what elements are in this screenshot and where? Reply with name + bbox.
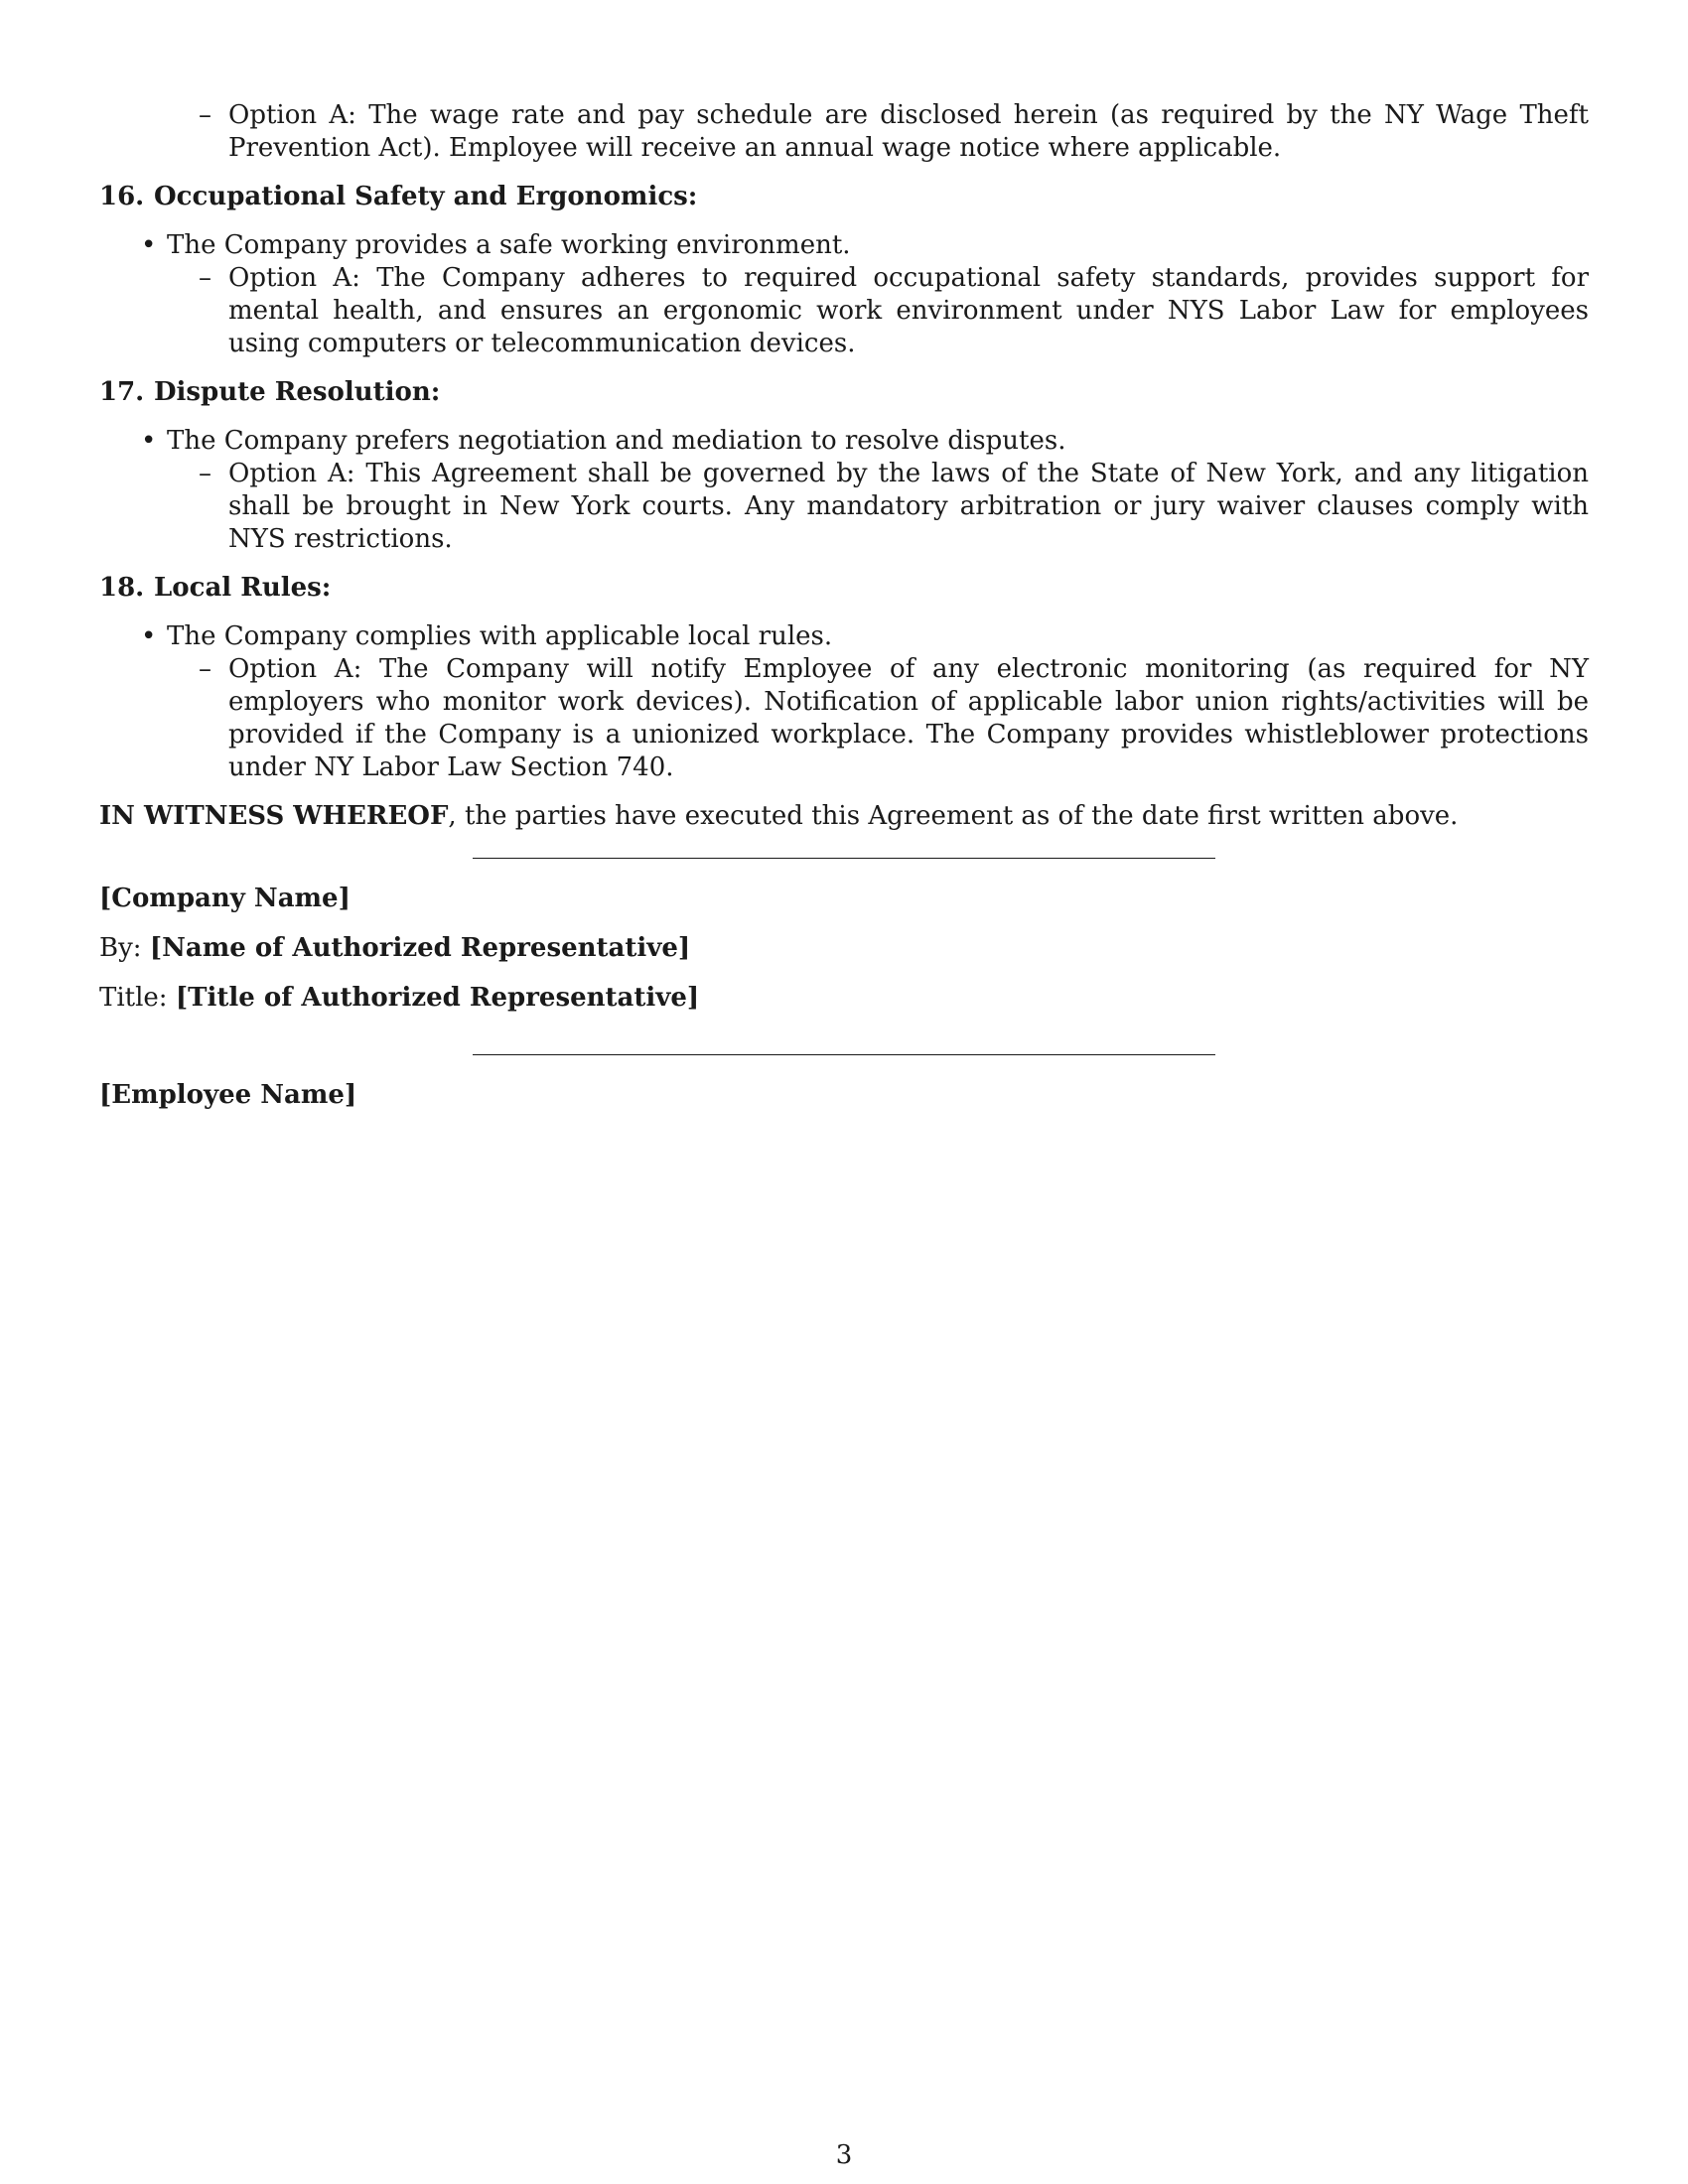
witness-text: , the parties have executed this Agreement as of the date first written above.	[448, 801, 1459, 831]
option-text: Option A: This Agreement shall be governed by the laws of the State of New York, and any litigation shall be brought in New York courts. Any mandatory arbitration or jury waiver clauses comply with NYS restrictions.	[228, 459, 1589, 554]
section-title: Dispute Resolution:	[154, 377, 441, 407]
bullet-item	[141, 620, 1589, 653]
bullet-text: The Company complies with applicable local rules.	[167, 621, 833, 651]
employee-name: [Employee Name]	[99, 1080, 357, 1110]
section-18	[99, 572, 1589, 784]
section-16	[99, 181, 1589, 360]
bullet-icon: •	[141, 621, 157, 651]
bullet-item	[141, 425, 1589, 458]
page-number: 3	[835, 2140, 853, 2170]
by-label: By:	[99, 933, 142, 963]
section-title: Occupational Safety and Ergonomics:	[154, 182, 698, 211]
section-number: 18.	[99, 573, 145, 603]
representative-name-row	[99, 932, 1589, 965]
representative-title-row	[99, 982, 1589, 1015]
continuation-option	[199, 99, 1589, 165]
representative-title: [Title of Authorized Representative]	[175, 983, 700, 1013]
dash-marker: –	[199, 459, 211, 488]
witness-clause	[99, 800, 1589, 833]
company-name: [Company Name]	[99, 884, 351, 913]
section-title: Local Rules:	[154, 573, 332, 603]
option-item	[199, 458, 1589, 556]
dash-marker: –	[199, 263, 211, 293]
section-heading	[99, 572, 1589, 605]
company-signature-line	[473, 858, 1215, 859]
option-item	[199, 262, 1589, 360]
bullet-item	[141, 229, 1589, 262]
employee-signature-line	[473, 1054, 1215, 1055]
section-17	[99, 376, 1589, 556]
title-label: Title:	[99, 983, 168, 1013]
section-number: 17.	[99, 377, 145, 407]
section-number: 16.	[99, 182, 145, 211]
witness-heading: IN WITNESS WHEREOF	[99, 801, 449, 831]
option-item	[199, 653, 1589, 784]
bullet-text: The Company provides a safe working environment.	[167, 230, 851, 260]
dash-marker: –	[199, 654, 211, 684]
document-page	[99, 99, 1589, 1112]
bullet-text: The Company prefers negotiation and mediation to resolve disputes.	[167, 426, 1066, 456]
option-text: Option A: The Company will notify Employee of any electronic monitoring (as required for NY employers who monitor work devices). Notification of applicable labor union rights/activities will be provided if the Company is a unionized workplace. The Company provides whistleblower protections under NY Labor Law Section 740.	[228, 654, 1589, 782]
section-heading	[99, 376, 1589, 409]
bullet-icon: •	[141, 426, 157, 456]
option-text: Option A: The Company adheres to required occupational safety standards, provides support for mental health, and ensures an ergonomic work environment under NYS Labor Law for employees using computers or telecommunication devices.	[228, 263, 1589, 358]
option-text: Option A: The wage rate and pay schedule are disclosed herein (as required by the NY Wage Theft Prevention Act). Employee will receive an annual wage notice where applicable.	[228, 100, 1589, 163]
representative-name: [Name of Authorized Representative]	[149, 933, 691, 963]
dash-marker: –	[199, 100, 211, 130]
section-heading	[99, 181, 1589, 213]
bullet-icon: •	[141, 230, 157, 260]
